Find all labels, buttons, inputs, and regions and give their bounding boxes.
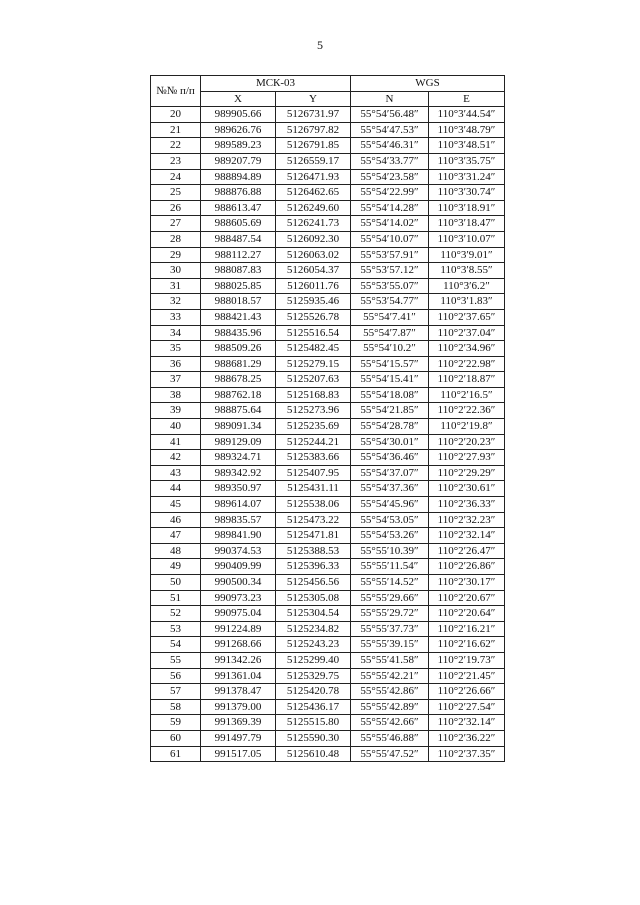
table-row [151, 263, 505, 279]
cell-y: 5125388.53 [276, 543, 351, 559]
cell-n: 55°55′47.52″ [351, 746, 429, 762]
cell-x: 991268.66 [201, 637, 276, 653]
table-row [151, 309, 505, 325]
cell-n: 55°55′37.73″ [351, 621, 429, 637]
cell-y: 5125420.78 [276, 684, 351, 700]
cell-x: 991378.47 [201, 684, 276, 700]
cell-y: 5125482.45 [276, 341, 351, 357]
header-wgs: WGS [351, 76, 505, 92]
cell-y: 5125396.33 [276, 559, 351, 575]
cell-point-number: 35 [151, 341, 201, 357]
cell-n: 55°54′46.31″ [351, 138, 429, 154]
cell-y: 5126054.37 [276, 263, 351, 279]
cell-point-number: 30 [151, 263, 201, 279]
table-row [151, 684, 505, 700]
header-e: E [429, 91, 505, 107]
cell-e: 110°2′22.36″ [429, 403, 505, 419]
cell-y: 5126731.97 [276, 107, 351, 123]
cell-x: 991369.39 [201, 715, 276, 731]
cell-y: 5125243.23 [276, 637, 351, 653]
cell-x: 988112.27 [201, 247, 276, 263]
cell-n: 55°55′42.86″ [351, 684, 429, 700]
table-row [151, 107, 505, 123]
cell-n: 55°55′42.89″ [351, 699, 429, 715]
cell-n: 55°54′10.07″ [351, 231, 429, 247]
cell-x: 991361.04 [201, 668, 276, 684]
cell-x: 990500.34 [201, 575, 276, 591]
cell-e: 110°2′22.98″ [429, 356, 505, 372]
cell-y: 5125610.48 [276, 746, 351, 762]
header-row-groups [151, 76, 505, 92]
cell-point-number: 43 [151, 465, 201, 481]
cell-point-number: 51 [151, 590, 201, 606]
cell-n: 55°54′10.2″ [351, 341, 429, 357]
cell-e: 110°3′6.2″ [429, 278, 505, 294]
cell-x: 988894.89 [201, 169, 276, 185]
cell-y: 5126241.73 [276, 216, 351, 232]
cell-y: 5125436.17 [276, 699, 351, 715]
cell-y: 5126462.65 [276, 185, 351, 201]
cell-n: 55°55′39.15″ [351, 637, 429, 653]
cell-e: 110°3′48.51″ [429, 138, 505, 154]
cell-x: 991224.89 [201, 621, 276, 637]
cell-y: 5125279.15 [276, 356, 351, 372]
cell-point-number: 29 [151, 247, 201, 263]
cell-x: 988876.88 [201, 185, 276, 201]
cell-point-number: 44 [151, 481, 201, 497]
cell-x: 991517.05 [201, 746, 276, 762]
cell-x: 989342.92 [201, 465, 276, 481]
cell-n: 55°54′45.96″ [351, 497, 429, 513]
cell-n: 55°54′14.02″ [351, 216, 429, 232]
cell-point-number: 45 [151, 497, 201, 513]
cell-point-number: 47 [151, 528, 201, 544]
cell-x: 988875.64 [201, 403, 276, 419]
cell-x: 989207.79 [201, 153, 276, 169]
table-row [151, 497, 505, 513]
cell-e: 110°2′21.45″ [429, 668, 505, 684]
cell-y: 5125234.82 [276, 621, 351, 637]
cell-y: 5125329.75 [276, 668, 351, 684]
table-row [151, 699, 505, 715]
cell-y: 5125299.40 [276, 652, 351, 668]
table-row [151, 356, 505, 372]
cell-point-number: 48 [151, 543, 201, 559]
cell-x: 990975.04 [201, 606, 276, 622]
table-row [151, 185, 505, 201]
cell-y: 5125471.81 [276, 528, 351, 544]
cell-x: 990409.99 [201, 559, 276, 575]
cell-e: 110°3′48.79″ [429, 122, 505, 138]
cell-y: 5126063.02 [276, 247, 351, 263]
cell-e: 110°3′35.75″ [429, 153, 505, 169]
cell-point-number: 21 [151, 122, 201, 138]
cell-n: 55°54′7.41″ [351, 309, 429, 325]
cell-n: 55°53′57.91″ [351, 247, 429, 263]
table-row [151, 543, 505, 559]
cell-e: 110°2′26.47″ [429, 543, 505, 559]
cell-point-number: 61 [151, 746, 201, 762]
cell-x: 989129.09 [201, 434, 276, 450]
cell-n: 55°54′56.48″ [351, 107, 429, 123]
cell-x: 989614.07 [201, 497, 276, 513]
cell-n: 55°54′33.77″ [351, 153, 429, 169]
cell-point-number: 33 [151, 309, 201, 325]
cell-x: 989350.97 [201, 481, 276, 497]
cell-point-number: 27 [151, 216, 201, 232]
cell-y: 5125515.80 [276, 715, 351, 731]
cell-x: 988435.96 [201, 325, 276, 341]
cell-point-number: 34 [151, 325, 201, 341]
header-msk03: МСК-03 [201, 76, 351, 92]
cell-e: 110°2′27.54″ [429, 699, 505, 715]
cell-y: 5126559.17 [276, 153, 351, 169]
table-row [151, 730, 505, 746]
cell-point-number: 57 [151, 684, 201, 700]
header-n: N [351, 91, 429, 107]
table-row [151, 294, 505, 310]
cell-e: 110°2′30.17″ [429, 575, 505, 591]
page-number: 5 [317, 38, 323, 52]
cell-n: 55°55′29.66″ [351, 590, 429, 606]
cell-x: 988487.54 [201, 231, 276, 247]
table-row [151, 387, 505, 403]
cell-e: 110°2′32.14″ [429, 715, 505, 731]
cell-point-number: 24 [151, 169, 201, 185]
cell-n: 55°53′54.77″ [351, 294, 429, 310]
cell-point-number: 58 [151, 699, 201, 715]
cell-point-number: 52 [151, 606, 201, 622]
table-row [151, 715, 505, 731]
cell-y: 5125538.06 [276, 497, 351, 513]
cell-point-number: 53 [151, 621, 201, 637]
cell-y: 5126011.76 [276, 278, 351, 294]
cell-point-number: 36 [151, 356, 201, 372]
cell-e: 110°2′36.33″ [429, 497, 505, 513]
table-row [151, 637, 505, 653]
table-row [151, 746, 505, 762]
cell-e: 110°2′30.61″ [429, 481, 505, 497]
cell-n: 55°55′46.88″ [351, 730, 429, 746]
table-body [151, 107, 505, 762]
cell-n: 55°54′23.58″ [351, 169, 429, 185]
table-row [151, 403, 505, 419]
table-row [151, 138, 505, 154]
header-point-number: №№ п/п [151, 76, 201, 107]
cell-point-number: 26 [151, 200, 201, 216]
cell-n: 55°54′15.41″ [351, 372, 429, 388]
cell-point-number: 60 [151, 730, 201, 746]
cell-n: 55°54′14.28″ [351, 200, 429, 216]
cell-e: 110°2′34.96″ [429, 341, 505, 357]
cell-e: 110°3′10.07″ [429, 231, 505, 247]
cell-point-number: 46 [151, 512, 201, 528]
header-row-columns [151, 91, 505, 107]
cell-y: 5125207.63 [276, 372, 351, 388]
cell-e: 110°2′32.14″ [429, 528, 505, 544]
cell-y: 5126092.30 [276, 231, 351, 247]
cell-e: 110°2′37.04″ [429, 325, 505, 341]
table-row [151, 122, 505, 138]
cell-y: 5125456.56 [276, 575, 351, 591]
cell-e: 110°2′29.29″ [429, 465, 505, 481]
table-row [151, 200, 505, 216]
cell-n: 55°55′10.39″ [351, 543, 429, 559]
cell-y: 5125935.46 [276, 294, 351, 310]
cell-x: 989626.76 [201, 122, 276, 138]
table-row [151, 325, 505, 341]
cell-x: 988025.85 [201, 278, 276, 294]
cell-e: 110°2′27.93″ [429, 450, 505, 466]
table-row [151, 341, 505, 357]
table-row [151, 512, 505, 528]
cell-e: 110°2′36.22″ [429, 730, 505, 746]
table-header [151, 76, 505, 107]
cell-y: 5125516.54 [276, 325, 351, 341]
cell-e: 110°2′16.21″ [429, 621, 505, 637]
table-row [151, 668, 505, 684]
cell-y: 5126471.93 [276, 169, 351, 185]
cell-e: 110°3′18.91″ [429, 200, 505, 216]
cell-n: 55°54′36.46″ [351, 450, 429, 466]
cell-e: 110°2′19.8″ [429, 419, 505, 435]
cell-n: 55°54′28.78″ [351, 419, 429, 435]
table-row [151, 434, 505, 450]
cell-e: 110°2′37.65″ [429, 309, 505, 325]
cell-n: 55°54′53.26″ [351, 528, 429, 544]
cell-n: 55°54′37.36″ [351, 481, 429, 497]
cell-point-number: 28 [151, 231, 201, 247]
cell-x: 988762.18 [201, 387, 276, 403]
cell-point-number: 31 [151, 278, 201, 294]
cell-point-number: 37 [151, 372, 201, 388]
cell-n: 55°55′41.58″ [351, 652, 429, 668]
cell-e: 110°2′20.23″ [429, 434, 505, 450]
cell-y: 5126797.82 [276, 122, 351, 138]
table-row [151, 450, 505, 466]
header-y: Y [276, 91, 351, 107]
cell-point-number: 20 [151, 107, 201, 123]
table-row [151, 278, 505, 294]
cell-e: 110°2′26.86″ [429, 559, 505, 575]
cell-x: 988681.29 [201, 356, 276, 372]
cell-x: 990973.23 [201, 590, 276, 606]
cell-n: 55°53′57.12″ [351, 263, 429, 279]
cell-x: 991379.00 [201, 699, 276, 715]
cell-e: 110°2′18.87″ [429, 372, 505, 388]
table-row [151, 621, 505, 637]
table-row [151, 231, 505, 247]
cell-e: 110°3′30.74″ [429, 185, 505, 201]
cell-n: 55°54′21.85″ [351, 403, 429, 419]
cell-e: 110°3′44.54″ [429, 107, 505, 123]
cell-n: 55°54′37.07″ [351, 465, 429, 481]
cell-point-number: 39 [151, 403, 201, 419]
cell-e: 110°2′19.73″ [429, 652, 505, 668]
cell-e: 110°3′8.55″ [429, 263, 505, 279]
cell-y: 5125235.69 [276, 419, 351, 435]
cell-point-number: 55 [151, 652, 201, 668]
cell-x: 988605.69 [201, 216, 276, 232]
cell-point-number: 23 [151, 153, 201, 169]
table-row [151, 559, 505, 575]
cell-n: 55°54′15.57″ [351, 356, 429, 372]
cell-x: 988087.83 [201, 263, 276, 279]
cell-point-number: 25 [151, 185, 201, 201]
cell-e: 110°2′32.23″ [429, 512, 505, 528]
cell-point-number: 42 [151, 450, 201, 466]
coordinates-table [150, 75, 505, 762]
cell-n: 55°55′42.21″ [351, 668, 429, 684]
cell-y: 5125431.11 [276, 481, 351, 497]
cell-y: 5126249.60 [276, 200, 351, 216]
cell-point-number: 32 [151, 294, 201, 310]
cell-e: 110°2′16.62″ [429, 637, 505, 653]
cell-y: 5125304.54 [276, 606, 351, 622]
cell-point-number: 41 [151, 434, 201, 450]
cell-x: 989835.57 [201, 512, 276, 528]
cell-y: 5125473.22 [276, 512, 351, 528]
cell-n: 55°54′7.87″ [351, 325, 429, 341]
cell-e: 110°2′26.66″ [429, 684, 505, 700]
cell-y: 5125590.30 [276, 730, 351, 746]
cell-x: 991342.26 [201, 652, 276, 668]
cell-point-number: 59 [151, 715, 201, 731]
table-row [151, 575, 505, 591]
cell-y: 5125526.78 [276, 309, 351, 325]
cell-x: 988509.26 [201, 341, 276, 357]
cell-e: 110°3′1.83″ [429, 294, 505, 310]
cell-y: 5125305.08 [276, 590, 351, 606]
cell-e: 110°2′20.67″ [429, 590, 505, 606]
cell-e: 110°3′18.47″ [429, 216, 505, 232]
cell-point-number: 56 [151, 668, 201, 684]
cell-n: 55°55′42.66″ [351, 715, 429, 731]
cell-x: 991497.79 [201, 730, 276, 746]
cell-x: 989905.66 [201, 107, 276, 123]
cell-x: 989091.34 [201, 419, 276, 435]
cell-x: 990374.53 [201, 543, 276, 559]
cell-y: 5125407.95 [276, 465, 351, 481]
table-row [151, 372, 505, 388]
cell-n: 55°54′47.53″ [351, 122, 429, 138]
cell-x: 988678.25 [201, 372, 276, 388]
cell-point-number: 49 [151, 559, 201, 575]
table-row [151, 247, 505, 263]
cell-e: 110°3′31.24″ [429, 169, 505, 185]
cell-x: 989841.90 [201, 528, 276, 544]
table-row [151, 169, 505, 185]
cell-x: 989589.23 [201, 138, 276, 154]
cell-n: 55°54′22.99″ [351, 185, 429, 201]
cell-point-number: 54 [151, 637, 201, 653]
table-row [151, 481, 505, 497]
cell-point-number: 50 [151, 575, 201, 591]
cell-y: 5125273.96 [276, 403, 351, 419]
cell-n: 55°54′18.08″ [351, 387, 429, 403]
table-row [151, 528, 505, 544]
cell-e: 110°2′37.35″ [429, 746, 505, 762]
table-row [151, 419, 505, 435]
cell-y: 5125383.66 [276, 450, 351, 466]
table-row [151, 606, 505, 622]
cell-y: 5125168.83 [276, 387, 351, 403]
cell-x: 988421.43 [201, 309, 276, 325]
cell-point-number: 38 [151, 387, 201, 403]
cell-n: 55°53′55.07″ [351, 278, 429, 294]
table-row [151, 465, 505, 481]
cell-e: 110°2′16.5″ [429, 387, 505, 403]
cell-y: 5125244.21 [276, 434, 351, 450]
table-row [151, 590, 505, 606]
cell-n: 55°54′30.01″ [351, 434, 429, 450]
cell-y: 5126791.85 [276, 138, 351, 154]
cell-n: 55°55′11.54″ [351, 559, 429, 575]
cell-x: 988613.47 [201, 200, 276, 216]
cell-x: 988018.57 [201, 294, 276, 310]
cell-e: 110°3′9.01″ [429, 247, 505, 263]
cell-n: 55°55′29.72″ [351, 606, 429, 622]
cell-point-number: 22 [151, 138, 201, 154]
cell-n: 55°54′53.05″ [351, 512, 429, 528]
cell-e: 110°2′20.64″ [429, 606, 505, 622]
header-x: X [201, 91, 276, 107]
table-row [151, 652, 505, 668]
cell-x: 989324.71 [201, 450, 276, 466]
cell-point-number: 40 [151, 419, 201, 435]
table-row [151, 153, 505, 169]
cell-n: 55°55′14.52″ [351, 575, 429, 591]
table-row [151, 216, 505, 232]
